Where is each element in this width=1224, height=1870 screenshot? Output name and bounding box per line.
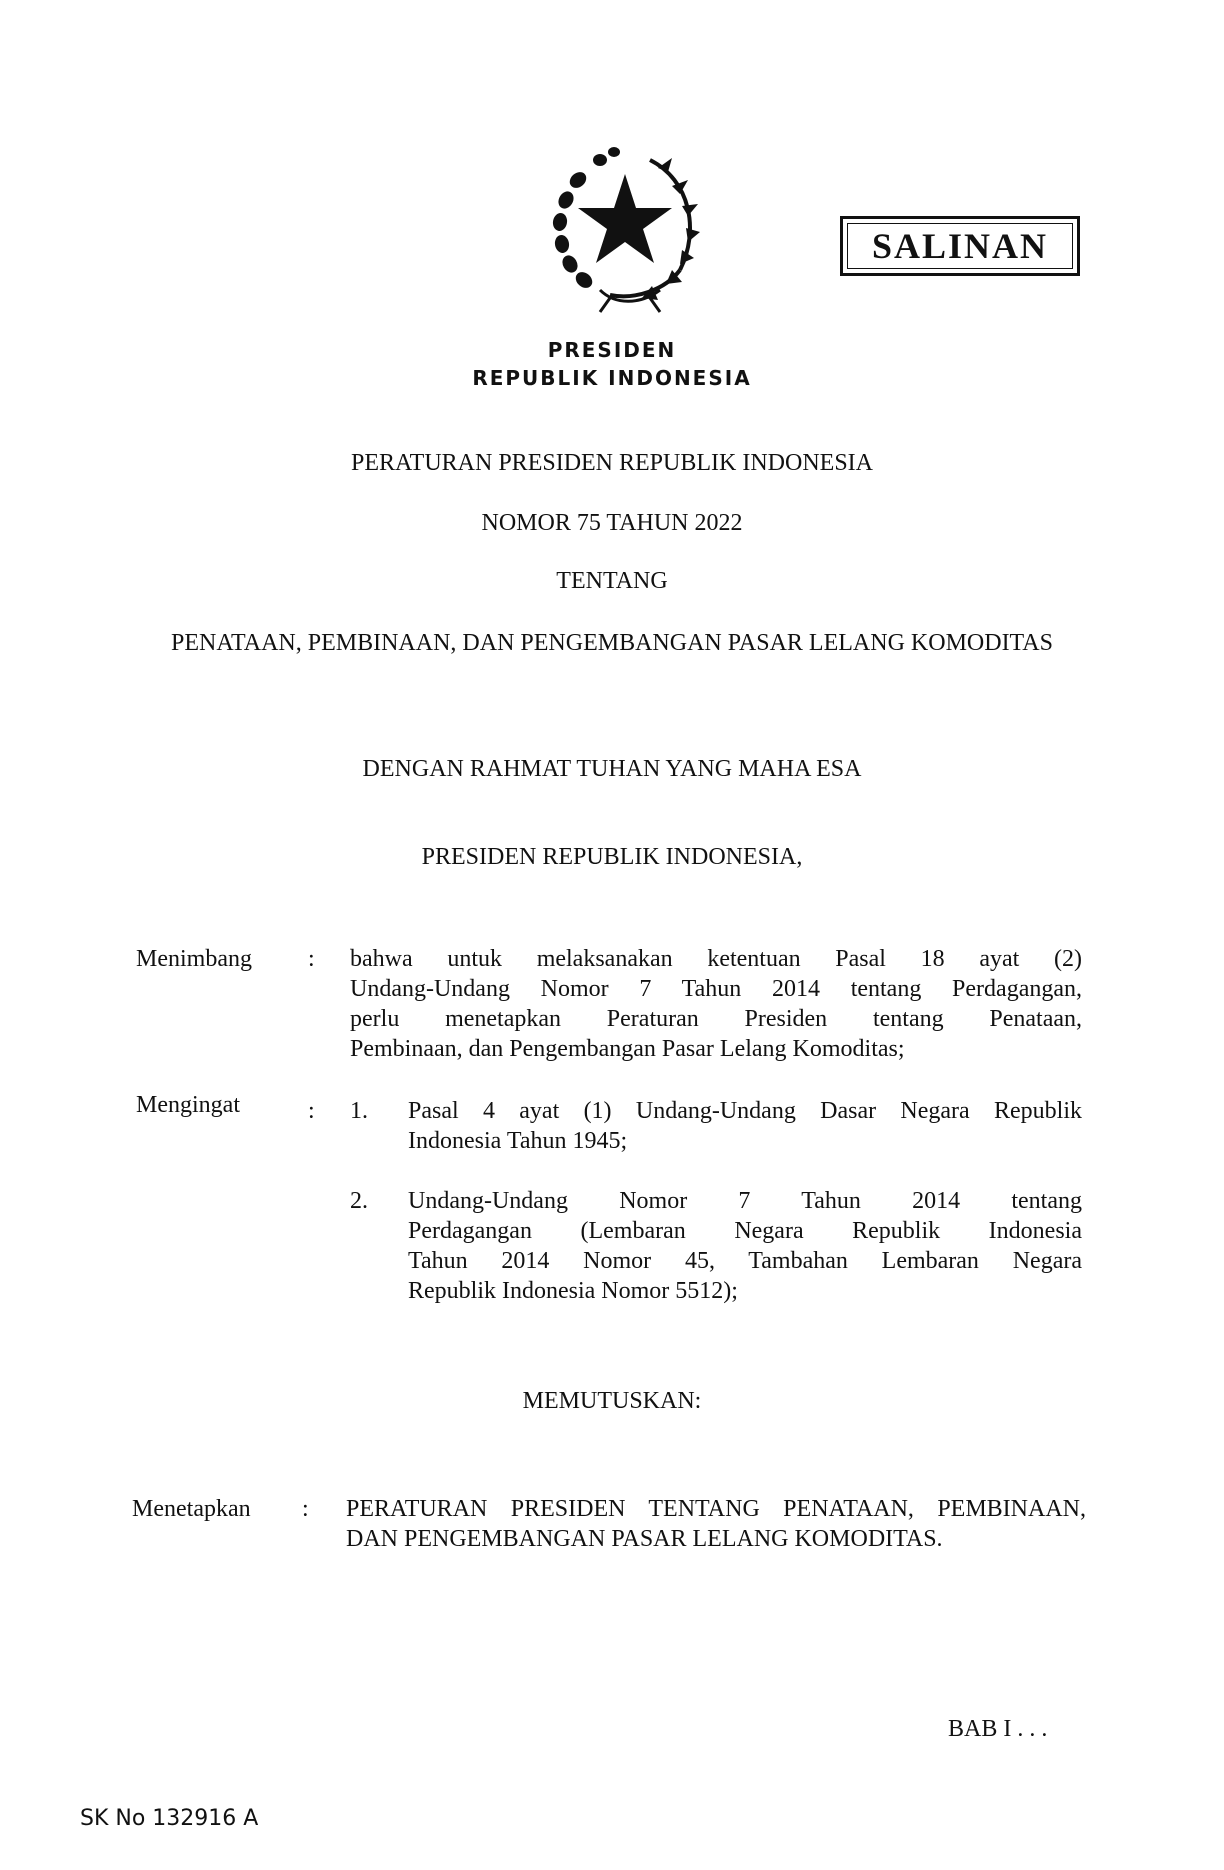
- mengingat-label: Mengingat: [136, 1092, 240, 1118]
- preamble-line1: DENGAN RAHMAT TUHAN YANG MAHA ESA: [362, 756, 862, 782]
- mengingat-item-line: Pasal 4 ayat (1) Undang-Undang Dasar Negara Republik: [408, 1098, 1082, 1124]
- menimbang-colon: :: [308, 946, 315, 972]
- menetapkan-text: [346, 1494, 1086, 1554]
- title-line3: TENTANG: [556, 568, 668, 594]
- mengingat-item-line: Indonesia Tahun 1945;: [408, 1128, 628, 1154]
- menimbang-label: Menimbang: [136, 946, 252, 972]
- institution-line1: PRESIDEN: [547, 338, 677, 362]
- menetapkan-colon: :: [302, 1496, 309, 1522]
- menetapkan-label: Menetapkan: [132, 1496, 251, 1522]
- sk-number: SK No 132916 A: [80, 1806, 259, 1831]
- menimbang-line: Pembinaan, dan Pengembangan Pasar Lelang Komoditas;: [350, 1036, 905, 1062]
- menetapkan-line: DAN PENGEMBANGAN PASAR LELANG KOMODITAS.: [346, 1526, 943, 1552]
- menimbang-line: bahwa untuk melaksanakan ketentuan Pasal 18 ayat (2): [350, 946, 1082, 972]
- institution-label: [0, 336, 1224, 392]
- mengingat-colon: :: [308, 1098, 315, 1124]
- mengingat-item-line: Republik Indonesia Nomor 5512);: [408, 1278, 738, 1304]
- menimbang-line: Undang-Undang Nomor 7 Tahun 2014 tentang Perdagangan,: [350, 976, 1082, 1002]
- menimbang-text: [350, 944, 1082, 1064]
- menetapkan-line: PERATURAN PRESIDEN TENTANG PENATAAN, PEMBINAAN,: [346, 1496, 1086, 1522]
- preamble-line2: PRESIDEN REPUBLIK INDONESIA,: [421, 844, 803, 870]
- mengingat-item-line: Undang-Undang Nomor 7 Tahun 2014 tentang: [408, 1188, 1082, 1214]
- title-line4: PENATAAN, PEMBINAAN, DAN PENGEMBANGAN PASAR LELANG KOMODITAS: [171, 630, 1053, 656]
- mengingat-item-line: Tahun 2014 Nomor 45, Tambahan Lembaran Negara: [408, 1248, 1082, 1274]
- mengingat-item-line: Perdagangan (Lembaran Negara Republik Indonesia: [408, 1218, 1082, 1244]
- mengingat-item-2: [408, 1186, 1082, 1306]
- memutuskan-heading: MEMUTUSKAN:: [522, 1388, 702, 1414]
- salinan-stamp: [840, 216, 1080, 276]
- institution-line2: REPUBLIK INDONESIA: [472, 366, 752, 390]
- mengingat-item-number: 1.: [350, 1098, 368, 1124]
- continuation-marker: BAB I . . .: [948, 1716, 1048, 1742]
- mengingat-item-1: [408, 1096, 1082, 1156]
- menimbang-line: perlu menetapkan Peraturan Presiden tentang Penataan,: [350, 1006, 1082, 1032]
- title-line1: PERATURAN PRESIDEN REPUBLIK INDONESIA: [350, 450, 874, 476]
- salinan-stamp-text: SALINAN: [871, 226, 1049, 266]
- title-line2: NOMOR 75 TAHUN 2022: [481, 510, 743, 536]
- mengingat-item-number: 2.: [350, 1188, 368, 1214]
- garuda-star-emblem-icon: [540, 140, 710, 320]
